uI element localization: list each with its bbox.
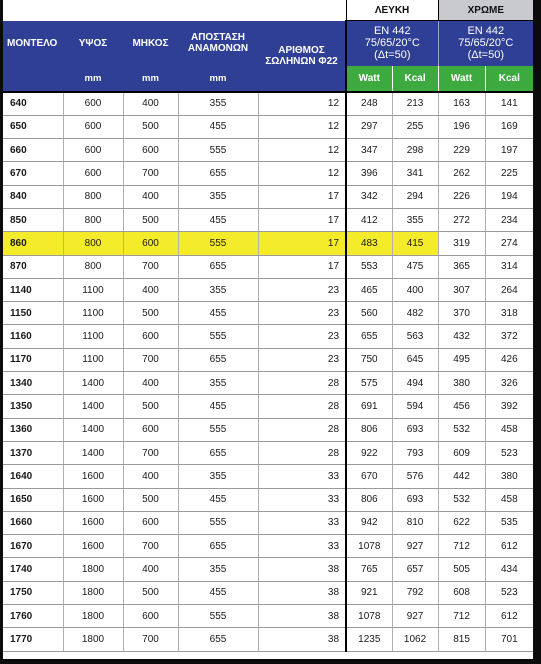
cell-chrome-watt: 608 xyxy=(438,581,485,604)
table-row xyxy=(3,372,533,395)
white-watt-header: Watt xyxy=(346,66,392,92)
cell-chrome-kcal: 225 xyxy=(485,162,533,185)
cell-white-watt: 412 xyxy=(346,208,392,231)
cell-distance: 655 xyxy=(178,255,258,278)
cell-chrome-kcal: 234 xyxy=(485,208,533,231)
cell-length: 600 xyxy=(123,605,178,628)
cell-length: 400 xyxy=(123,92,178,116)
cell-tubes: 23 xyxy=(258,325,346,348)
table-row xyxy=(3,139,533,162)
cell-model: 1370 xyxy=(3,441,63,464)
cell-model: 1750 xyxy=(3,581,63,604)
col-height-header: ΥΨΟΣ xyxy=(63,21,123,66)
group-header-row xyxy=(3,0,533,21)
col-length-unit: mm xyxy=(123,66,178,92)
cell-tubes: 12 xyxy=(258,139,346,162)
cell-length: 700 xyxy=(123,348,178,371)
cell-white-watt: 396 xyxy=(346,162,392,185)
cell-white-watt: 765 xyxy=(346,558,392,581)
cell-white-watt: 806 xyxy=(346,488,392,511)
cell-distance: 655 xyxy=(178,348,258,371)
cell-height: 1600 xyxy=(63,511,123,534)
cell-distance: 355 xyxy=(178,185,258,208)
cell-tubes: 38 xyxy=(258,628,346,651)
cell-height: 1600 xyxy=(63,465,123,488)
cell-white-kcal: 255 xyxy=(392,115,438,138)
cell-tubes: 28 xyxy=(258,395,346,418)
cell-length: 600 xyxy=(123,325,178,348)
cell-distance: 355 xyxy=(178,372,258,395)
table-row xyxy=(3,605,533,628)
table-row xyxy=(3,395,533,418)
cell-length: 700 xyxy=(123,628,178,651)
col-model-header: ΜΟΝΤΕΛΟ xyxy=(3,21,63,66)
cell-distance: 555 xyxy=(178,232,258,255)
cell-white-kcal: 1062 xyxy=(392,628,438,651)
table-row xyxy=(3,418,533,441)
cell-height: 1800 xyxy=(63,558,123,581)
cell-white-kcal: 355 xyxy=(392,208,438,231)
cell-height: 800 xyxy=(63,185,123,208)
cell-model: 650 xyxy=(3,115,63,138)
cell-model: 1360 xyxy=(3,418,63,441)
cell-model: 660 xyxy=(3,139,63,162)
cell-height: 600 xyxy=(63,139,123,162)
cell-white-kcal: 482 xyxy=(392,302,438,325)
white-standard-line3: (Δt=50) xyxy=(374,49,411,62)
cell-chrome-kcal: 535 xyxy=(485,511,533,534)
cell-chrome-watt: 815 xyxy=(438,628,485,651)
cell-chrome-watt: 505 xyxy=(438,558,485,581)
cell-height: 800 xyxy=(63,255,123,278)
cell-chrome-watt: 370 xyxy=(438,302,485,325)
cell-height: 600 xyxy=(63,115,123,138)
cell-tubes: 38 xyxy=(258,581,346,604)
cell-height: 1400 xyxy=(63,395,123,418)
cell-white-watt: 347 xyxy=(346,139,392,162)
chrome-standard-line3: (Δt=50) xyxy=(467,49,504,62)
cell-tubes: 12 xyxy=(258,162,346,185)
cell-white-kcal: 563 xyxy=(392,325,438,348)
cell-white-watt: 655 xyxy=(346,325,392,348)
table-row xyxy=(3,348,533,371)
header-spacer xyxy=(3,0,346,21)
cell-chrome-watt: 432 xyxy=(438,325,485,348)
cell-chrome-kcal: 274 xyxy=(485,232,533,255)
column-header-row xyxy=(3,21,533,66)
group-chrome-header: ΧΡΩΜΕ xyxy=(438,0,533,21)
cell-chrome-kcal: 612 xyxy=(485,605,533,628)
cell-white-kcal: 475 xyxy=(392,255,438,278)
cell-chrome-kcal: 458 xyxy=(485,418,533,441)
cell-height: 800 xyxy=(63,208,123,231)
cell-chrome-watt: 196 xyxy=(438,115,485,138)
cell-distance: 455 xyxy=(178,395,258,418)
cell-distance: 355 xyxy=(178,278,258,301)
cell-chrome-kcal: 392 xyxy=(485,395,533,418)
cell-tubes: 28 xyxy=(258,372,346,395)
cell-model: 1340 xyxy=(3,372,63,395)
cell-chrome-watt: 226 xyxy=(438,185,485,208)
cell-chrome-watt: 262 xyxy=(438,162,485,185)
cell-white-kcal: 594 xyxy=(392,395,438,418)
cell-chrome-kcal: 169 xyxy=(485,115,533,138)
cell-model: 840 xyxy=(3,185,63,208)
cell-white-kcal: 341 xyxy=(392,162,438,185)
cell-chrome-watt: 712 xyxy=(438,605,485,628)
cell-chrome-kcal: 194 xyxy=(485,185,533,208)
cell-length: 500 xyxy=(123,302,178,325)
table-row xyxy=(3,232,533,255)
cell-model: 1350 xyxy=(3,395,63,418)
cell-height: 1600 xyxy=(63,488,123,511)
cell-chrome-kcal: 314 xyxy=(485,255,533,278)
table-row xyxy=(3,441,533,464)
cell-distance: 555 xyxy=(178,511,258,534)
cell-length: 700 xyxy=(123,162,178,185)
col-tubes-header: ΑΡΙΘΜΟΣ ΣΩΛΗΝΩΝ Φ22 xyxy=(258,21,346,92)
table-row xyxy=(3,185,533,208)
white-standard-line1: EN 442 xyxy=(373,25,411,38)
cell-distance: 655 xyxy=(178,162,258,185)
cell-length: 500 xyxy=(123,488,178,511)
cell-tubes: 28 xyxy=(258,441,346,464)
cell-length: 400 xyxy=(123,278,178,301)
cell-chrome-watt: 495 xyxy=(438,348,485,371)
cell-distance: 455 xyxy=(178,581,258,604)
table-row xyxy=(3,92,533,116)
cell-length: 500 xyxy=(123,395,178,418)
cell-model: 870 xyxy=(3,255,63,278)
cell-length: 700 xyxy=(123,255,178,278)
cell-white-watt: 465 xyxy=(346,278,392,301)
cell-white-watt: 670 xyxy=(346,465,392,488)
col-model-unit xyxy=(3,66,63,92)
cell-model: 1150 xyxy=(3,302,63,325)
cell-model: 1640 xyxy=(3,465,63,488)
cell-distance: 555 xyxy=(178,139,258,162)
cell-white-watt: 806 xyxy=(346,418,392,441)
cell-length: 600 xyxy=(123,511,178,534)
cell-tubes: 33 xyxy=(258,465,346,488)
cell-distance: 555 xyxy=(178,325,258,348)
table-row xyxy=(3,325,533,348)
white-standard-header xyxy=(346,21,438,66)
cell-model: 640 xyxy=(3,92,63,116)
table-row xyxy=(3,511,533,534)
cell-length: 500 xyxy=(123,581,178,604)
table-row xyxy=(3,581,533,604)
cell-distance: 455 xyxy=(178,302,258,325)
cell-chrome-kcal: 141 xyxy=(485,92,533,116)
cell-chrome-watt: 532 xyxy=(438,418,485,441)
cell-tubes: 17 xyxy=(258,208,346,231)
group-white-header: ΛΕΥΚΗ xyxy=(346,0,438,21)
cell-tubes: 38 xyxy=(258,605,346,628)
cell-model: 1660 xyxy=(3,511,63,534)
cell-white-kcal: 927 xyxy=(392,605,438,628)
cell-tubes: 17 xyxy=(258,255,346,278)
table-row xyxy=(3,115,533,138)
col-length-header: ΜΗΚΟΣ xyxy=(123,21,178,66)
cell-height: 1100 xyxy=(63,302,123,325)
cell-chrome-kcal: 380 xyxy=(485,465,533,488)
cell-chrome-kcal: 264 xyxy=(485,278,533,301)
cell-height: 1800 xyxy=(63,581,123,604)
cell-distance: 355 xyxy=(178,92,258,116)
white-kcal-header: Kcal xyxy=(392,66,438,92)
cell-chrome-watt: 456 xyxy=(438,395,485,418)
cell-chrome-watt: 442 xyxy=(438,465,485,488)
cell-chrome-watt: 272 xyxy=(438,208,485,231)
cell-length: 700 xyxy=(123,441,178,464)
cell-model: 1140 xyxy=(3,278,63,301)
cell-white-kcal: 415 xyxy=(392,232,438,255)
cell-chrome-kcal: 434 xyxy=(485,558,533,581)
cell-tubes: 33 xyxy=(258,535,346,558)
cell-chrome-kcal: 458 xyxy=(485,488,533,511)
cell-length: 400 xyxy=(123,558,178,581)
cell-length: 600 xyxy=(123,418,178,441)
cell-white-watt: 1078 xyxy=(346,535,392,558)
cell-tubes: 23 xyxy=(258,278,346,301)
cell-white-watt: 483 xyxy=(346,232,392,255)
cell-model: 1650 xyxy=(3,488,63,511)
cell-white-kcal: 693 xyxy=(392,488,438,511)
cell-chrome-kcal: 523 xyxy=(485,441,533,464)
cell-height: 600 xyxy=(63,92,123,116)
cell-distance: 655 xyxy=(178,441,258,464)
cell-white-watt: 1078 xyxy=(346,605,392,628)
cell-white-kcal: 810 xyxy=(392,511,438,534)
cell-model: 1740 xyxy=(3,558,63,581)
cell-model: 1170 xyxy=(3,348,63,371)
cell-tubes: 28 xyxy=(258,418,346,441)
cell-height: 1800 xyxy=(63,605,123,628)
cell-white-kcal: 927 xyxy=(392,535,438,558)
cell-height: 1400 xyxy=(63,418,123,441)
white-standard-line2: 75/65/20°C xyxy=(364,37,420,50)
cell-white-watt: 922 xyxy=(346,441,392,464)
cell-chrome-kcal: 523 xyxy=(485,581,533,604)
table-row xyxy=(3,535,533,558)
cell-distance: 355 xyxy=(178,558,258,581)
cell-chrome-watt: 163 xyxy=(438,92,485,116)
cell-height: 600 xyxy=(63,162,123,185)
cell-white-kcal: 793 xyxy=(392,441,438,464)
cell-distance: 555 xyxy=(178,418,258,441)
cell-white-watt: 342 xyxy=(346,185,392,208)
cell-white-watt: 691 xyxy=(346,395,392,418)
cell-chrome-kcal: 701 xyxy=(485,628,533,651)
cell-tubes: 23 xyxy=(258,302,346,325)
cell-white-kcal: 792 xyxy=(392,581,438,604)
col-distance-unit: mm xyxy=(178,66,258,92)
cell-chrome-watt: 307 xyxy=(438,278,485,301)
cell-length: 600 xyxy=(123,232,178,255)
cell-model: 860 xyxy=(3,232,63,255)
cell-white-watt: 575 xyxy=(346,372,392,395)
cell-white-kcal: 298 xyxy=(392,139,438,162)
cell-model: 1760 xyxy=(3,605,63,628)
chrome-standard-line2: 75/65/20°C xyxy=(458,37,514,50)
cell-distance: 455 xyxy=(178,115,258,138)
cell-model: 1160 xyxy=(3,325,63,348)
chrome-watt-header: Watt xyxy=(438,66,485,92)
cell-length: 400 xyxy=(123,185,178,208)
cell-distance: 455 xyxy=(178,488,258,511)
cell-tubes: 33 xyxy=(258,488,346,511)
cell-model: 850 xyxy=(3,208,63,231)
table-body xyxy=(3,92,533,652)
cell-tubes: 12 xyxy=(258,92,346,116)
spec-sheet xyxy=(3,0,533,659)
cell-model: 1770 xyxy=(3,628,63,651)
cell-length: 400 xyxy=(123,465,178,488)
cell-chrome-watt: 622 xyxy=(438,511,485,534)
cell-tubes: 17 xyxy=(258,185,346,208)
table-row xyxy=(3,162,533,185)
cell-length: 600 xyxy=(123,139,178,162)
cell-chrome-kcal: 426 xyxy=(485,348,533,371)
cell-tubes: 23 xyxy=(258,348,346,371)
radiator-spec-table xyxy=(3,0,533,652)
cell-white-kcal: 494 xyxy=(392,372,438,395)
cell-white-kcal: 645 xyxy=(392,348,438,371)
cell-height: 1400 xyxy=(63,441,123,464)
cell-white-kcal: 400 xyxy=(392,278,438,301)
cell-distance: 455 xyxy=(178,208,258,231)
cell-white-watt: 297 xyxy=(346,115,392,138)
cell-chrome-kcal: 318 xyxy=(485,302,533,325)
cell-chrome-watt: 380 xyxy=(438,372,485,395)
cell-white-watt: 248 xyxy=(346,92,392,116)
cell-tubes: 33 xyxy=(258,511,346,534)
cell-model: 1670 xyxy=(3,535,63,558)
cell-height: 1600 xyxy=(63,535,123,558)
cell-white-kcal: 576 xyxy=(392,465,438,488)
cell-chrome-watt: 532 xyxy=(438,488,485,511)
cell-length: 500 xyxy=(123,115,178,138)
cell-white-watt: 560 xyxy=(346,302,392,325)
cell-white-watt: 942 xyxy=(346,511,392,534)
cell-height: 800 xyxy=(63,232,123,255)
cell-distance: 655 xyxy=(178,535,258,558)
cell-height: 1100 xyxy=(63,278,123,301)
cell-distance: 355 xyxy=(178,465,258,488)
cell-chrome-watt: 712 xyxy=(438,535,485,558)
table-row xyxy=(3,278,533,301)
cell-chrome-watt: 609 xyxy=(438,441,485,464)
cell-white-kcal: 294 xyxy=(392,185,438,208)
table-row xyxy=(3,208,533,231)
chrome-standard-line1: EN 442 xyxy=(467,25,505,38)
cell-white-watt: 921 xyxy=(346,581,392,604)
cell-chrome-kcal: 372 xyxy=(485,325,533,348)
cell-white-kcal: 693 xyxy=(392,418,438,441)
cell-height: 1100 xyxy=(63,348,123,371)
table-row xyxy=(3,302,533,325)
cell-chrome-watt: 319 xyxy=(438,232,485,255)
table-row xyxy=(3,465,533,488)
table-row xyxy=(3,628,533,651)
cell-length: 400 xyxy=(123,372,178,395)
cell-chrome-kcal: 326 xyxy=(485,372,533,395)
table-row xyxy=(3,488,533,511)
col-height-unit: mm xyxy=(63,66,123,92)
cell-height: 1800 xyxy=(63,628,123,651)
cell-chrome-kcal: 197 xyxy=(485,139,533,162)
chrome-standard-header xyxy=(438,21,533,66)
chrome-kcal-header: Kcal xyxy=(485,66,533,92)
cell-model: 670 xyxy=(3,162,63,185)
table-row xyxy=(3,558,533,581)
cell-white-kcal: 213 xyxy=(392,92,438,116)
cell-distance: 555 xyxy=(178,605,258,628)
cell-tubes: 17 xyxy=(258,232,346,255)
cell-chrome-watt: 365 xyxy=(438,255,485,278)
cell-tubes: 38 xyxy=(258,558,346,581)
cell-chrome-watt: 229 xyxy=(438,139,485,162)
cell-length: 700 xyxy=(123,535,178,558)
cell-length: 500 xyxy=(123,208,178,231)
cell-height: 1100 xyxy=(63,325,123,348)
cell-white-kcal: 657 xyxy=(392,558,438,581)
col-distance-header: ΑΠΟΣΤΑΣΗ ΑΝΑΜΟΝΩΝ xyxy=(178,21,258,66)
cell-white-watt: 750 xyxy=(346,348,392,371)
cell-height: 1400 xyxy=(63,372,123,395)
cell-white-watt: 553 xyxy=(346,255,392,278)
cell-distance: 655 xyxy=(178,628,258,651)
cell-tubes: 12 xyxy=(258,115,346,138)
cell-chrome-kcal: 612 xyxy=(485,535,533,558)
cell-white-watt: 1235 xyxy=(346,628,392,651)
table-row xyxy=(3,255,533,278)
